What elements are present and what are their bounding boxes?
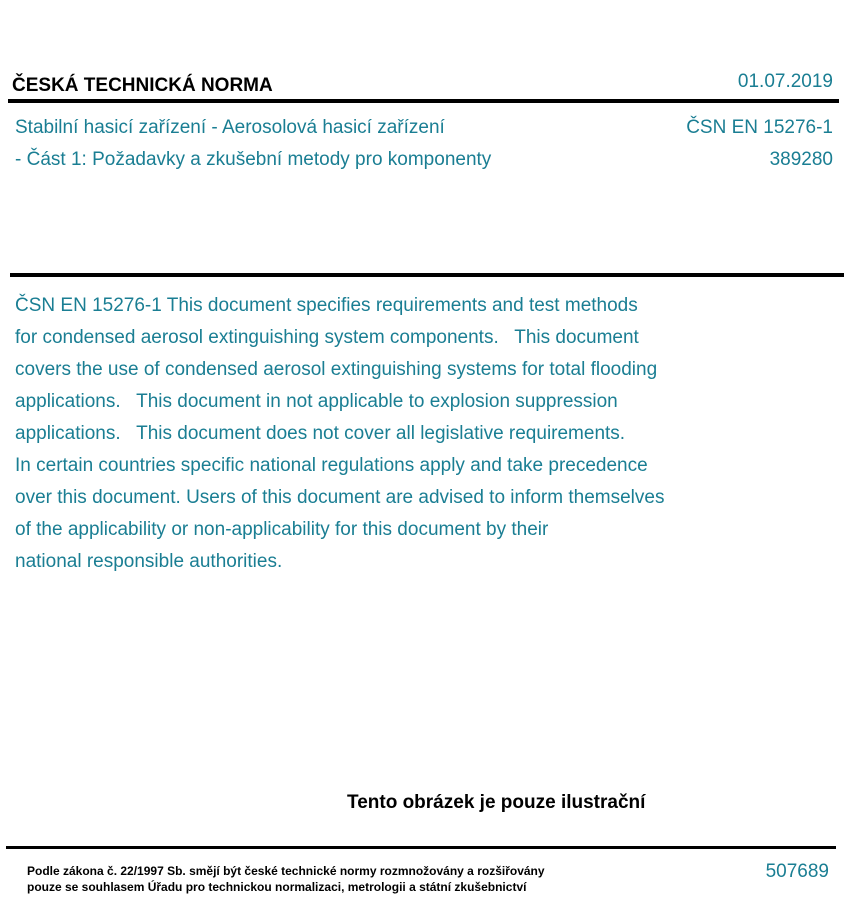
abstract-line: covers the use of condensed aerosol extinguishing systems for total flooding bbox=[15, 359, 658, 380]
abstract-line: national responsible authorities. bbox=[15, 551, 283, 572]
footer-number: 507689 bbox=[765, 861, 829, 882]
section-divider bbox=[10, 273, 844, 277]
abstract-line: applications. This document in not applicable to explosion suppression bbox=[15, 391, 618, 412]
abstract-line: applications. This document does not cover all legislative requirements. bbox=[15, 423, 626, 444]
abstract-line: ČSN EN 15276-1 This document specifies requirements and test methods bbox=[15, 295, 638, 316]
abstract-line: of the applicability or non-applicability for this document by their bbox=[15, 519, 549, 540]
document-title-line-1: Stabilní hasicí zařízení - Aerosolová hasicí zařízení bbox=[15, 117, 445, 138]
legal-notice-line: Podle zákona č. 22/1997 Sb. smějí být české technické normy rozmnožovány a rozšiřovány bbox=[27, 864, 545, 878]
catalog-number: 389280 bbox=[769, 149, 833, 170]
standard-code: ČSN EN 15276-1 bbox=[686, 117, 833, 138]
legal-notice-line: pouze se souhlasem Úřadu pro technickou normalizaci, metrologii a státní zkušebnictví bbox=[27, 880, 527, 894]
abstract-line: over this document. Users of this document are advised to inform themselves bbox=[15, 487, 665, 508]
illustrative-note: Tento obrázek je pouze ilustrační bbox=[347, 792, 646, 813]
footer-divider bbox=[6, 846, 836, 849]
header-divider bbox=[8, 99, 839, 103]
legal-notice bbox=[27, 863, 545, 895]
document-title-line-2: - Část 1: Požadavky a zkušební metody pro komponenty bbox=[15, 149, 492, 170]
issue-date: 01.07.2019 bbox=[737, 71, 833, 92]
abstract-line: for condensed aerosol extinguishing system components. This document bbox=[15, 327, 639, 348]
header-title: ČESKÁ TECHNICKÁ NORMA bbox=[12, 75, 273, 96]
abstract-text bbox=[15, 290, 775, 578]
abstract-line: In certain countries specific national regulations apply and take precedence bbox=[15, 455, 648, 476]
